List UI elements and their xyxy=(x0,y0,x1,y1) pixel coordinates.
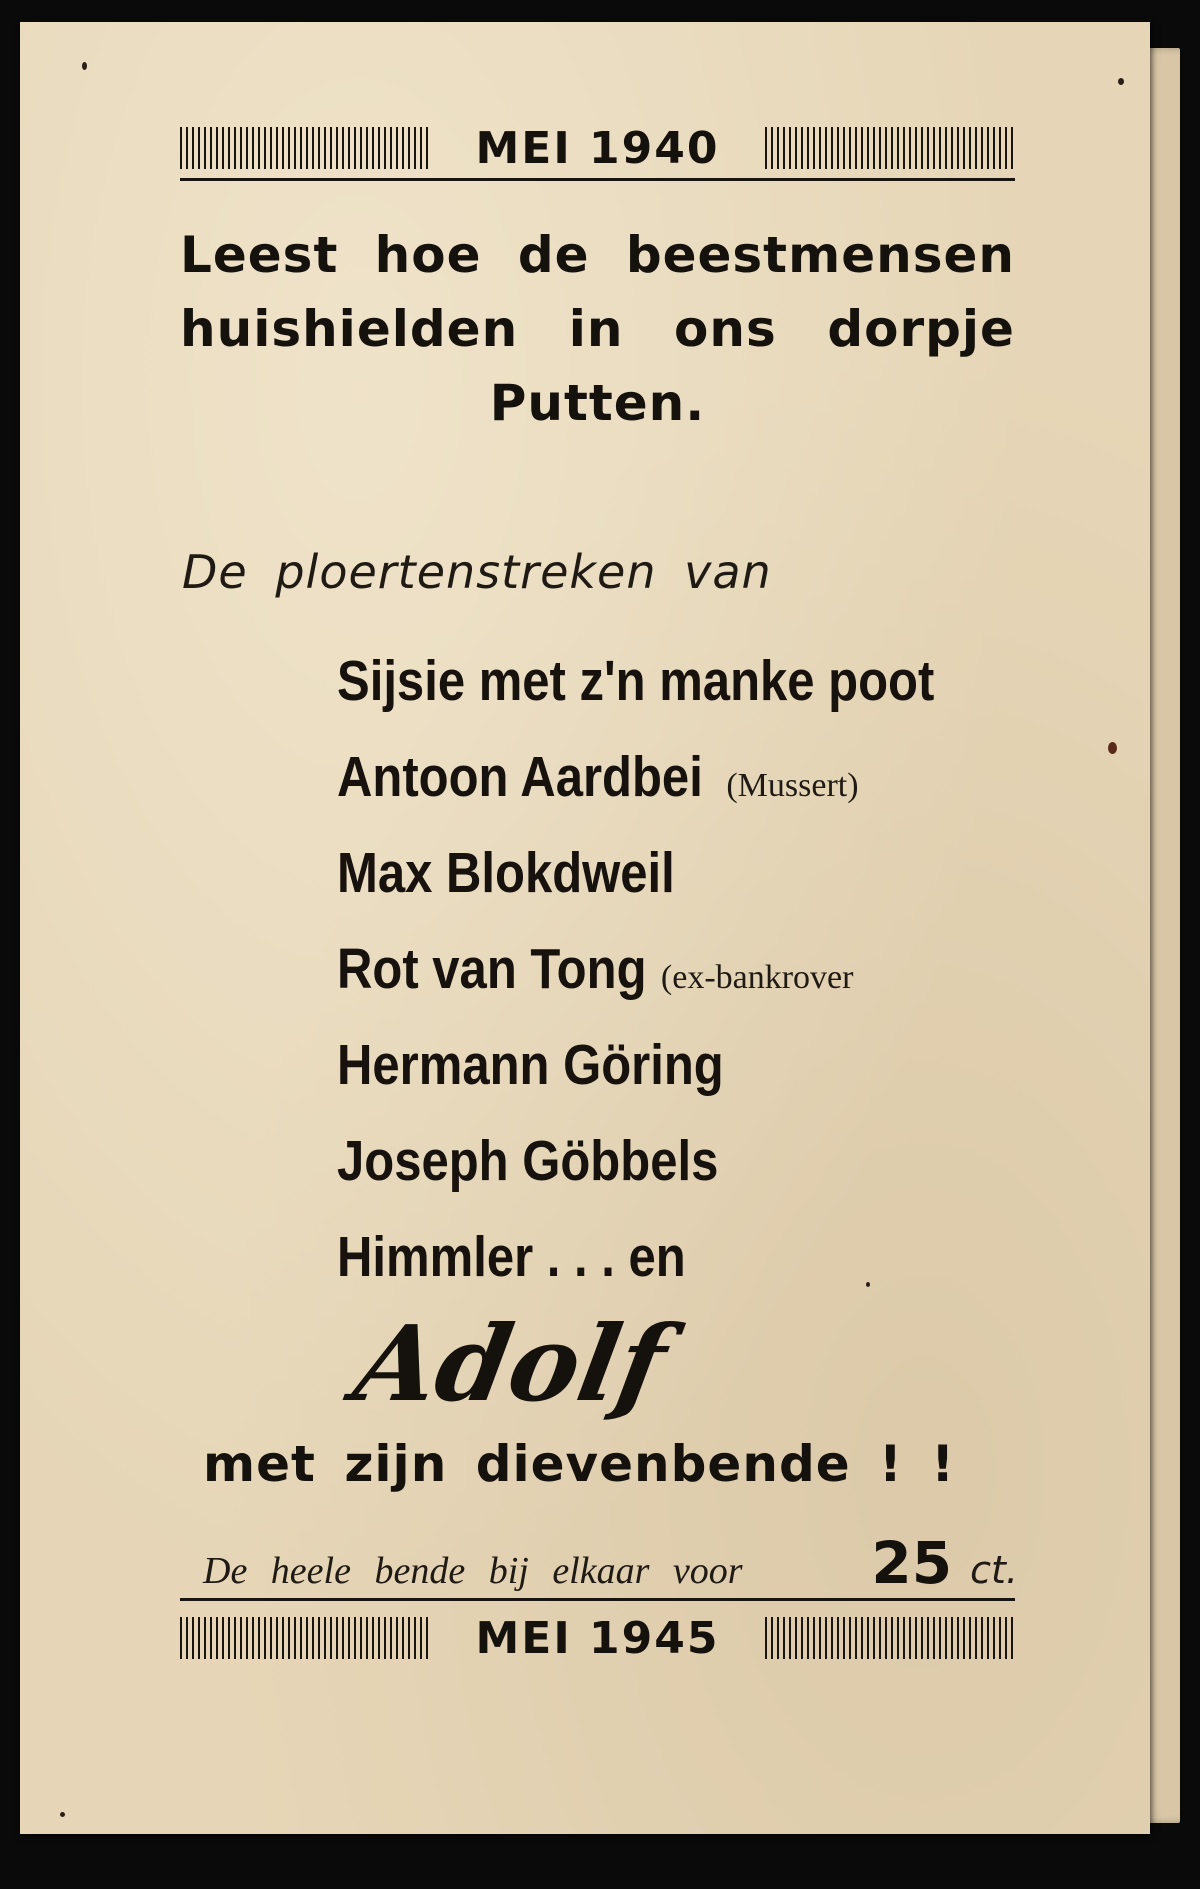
headline-line-3: Putten. xyxy=(489,374,706,432)
price-unit: ct. xyxy=(970,1548,1018,1592)
name-row xyxy=(337,1032,1027,1128)
person-note: (Mussert) xyxy=(726,767,859,804)
person-name: Himmler . . . en xyxy=(337,1225,686,1289)
footer-left-hatch xyxy=(180,1617,430,1659)
person-note: (ex-bankrover xyxy=(660,959,854,996)
headline-line-1 xyxy=(180,218,1015,292)
paper-speck xyxy=(1118,78,1124,85)
headline-word: huishielden xyxy=(180,300,519,358)
person-name: Max Blokdweil xyxy=(337,841,675,905)
person-name: Rot van Tong xyxy=(337,937,647,1001)
person-name: Hermann Göring xyxy=(337,1033,724,1097)
headline-word: Leest xyxy=(180,226,339,284)
headline-word: ons xyxy=(674,300,777,358)
pamphlet-page xyxy=(20,22,1150,1834)
paper-speck xyxy=(1108,742,1117,754)
name-row xyxy=(337,1128,1027,1224)
header-left-hatch xyxy=(180,127,430,169)
footer-right-hatch xyxy=(765,1617,1015,1659)
price-line xyxy=(203,1529,1018,1597)
footer-date: MEI 1945 xyxy=(475,1612,720,1664)
headline-word: dorpje xyxy=(827,300,1015,358)
person-name: Joseph Göbbels xyxy=(337,1129,719,1193)
header-date: MEI 1940 xyxy=(475,122,720,174)
script-signature: Adolf xyxy=(346,1302,675,1425)
headline-line-2 xyxy=(180,292,1015,366)
subtitle: De ploertenstreken van xyxy=(182,545,772,599)
person-name: Antoon Aardbei xyxy=(337,745,703,809)
person-name: Sijsie met z'n manke poot xyxy=(337,649,935,713)
headline-word: hoe xyxy=(374,226,482,284)
header-rule xyxy=(180,178,1015,181)
header-right-hatch xyxy=(765,127,1015,169)
names-list xyxy=(337,648,1027,1320)
header-date-bar xyxy=(180,122,1015,174)
price-lead: De heele bende bij elkaar voor xyxy=(203,1550,743,1592)
paper-speck xyxy=(60,1812,65,1817)
name-row xyxy=(337,648,1027,744)
headline xyxy=(180,218,1015,440)
headline-word: in xyxy=(568,300,624,358)
price-value xyxy=(871,1529,1018,1597)
gang-line: met zijn dievenbende ! ! xyxy=(203,1435,956,1493)
paper-speck xyxy=(82,62,87,70)
footer-rule xyxy=(180,1598,1015,1601)
paper-speck xyxy=(866,1282,870,1287)
headline-word: beestmensen xyxy=(625,226,1015,284)
price-amount: 25 xyxy=(871,1529,953,1597)
name-row xyxy=(337,840,1027,936)
footer-date-bar xyxy=(180,1612,1015,1664)
name-row xyxy=(337,936,1027,1032)
headline-word: de xyxy=(517,226,590,284)
name-row xyxy=(337,744,1027,840)
